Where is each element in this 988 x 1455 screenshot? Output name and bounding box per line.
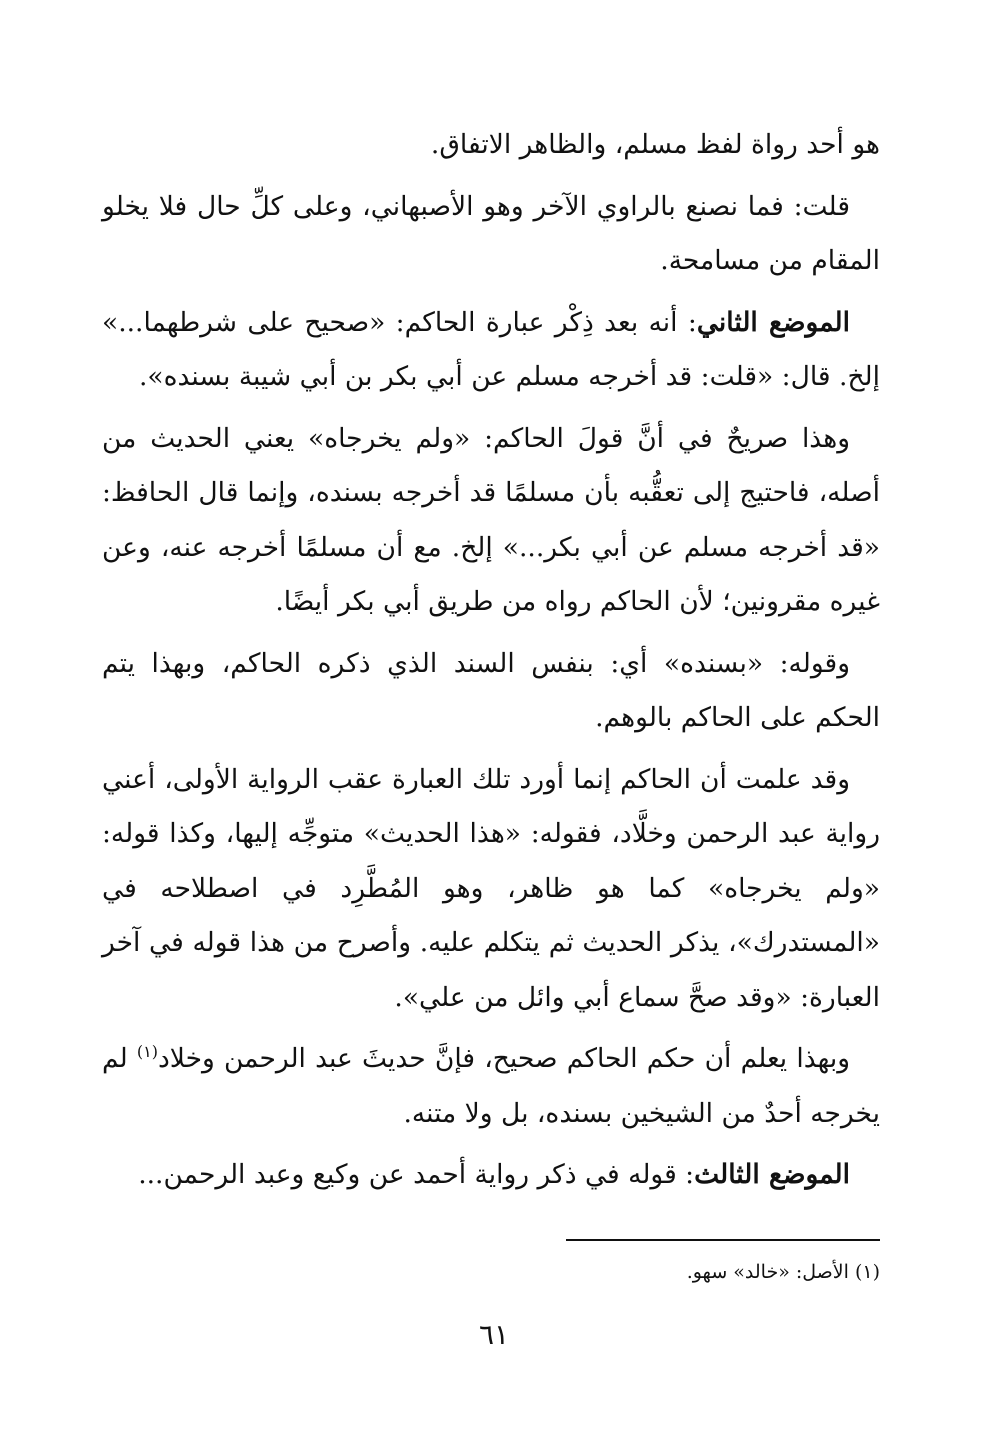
footnote: (١) الأصل: «خالد» سهو.: [686, 1261, 880, 1283]
paragraph-8: [102, 1148, 880, 1203]
paragraph-3: [102, 296, 880, 405]
paragraph-1: [102, 118, 880, 173]
paragraph-2: [102, 180, 880, 289]
paragraph-7: [102, 1032, 880, 1141]
paragraph-7-text-before: وبهذا يعلم أن حكم الحاكم صحيح، فإنَّ حديثَ عبد الرحمن وخلاد: [158, 1043, 850, 1074]
footnote-divider: [566, 1239, 880, 1241]
paragraph-5-text: وقوله: «بسنده» أي: بنفس السند الذي ذكره الحاكم، وبهذا يتم الحكم على الحاكم بالوهم.: [102, 647, 880, 733]
section-heading-second: الموضع الثاني: [696, 306, 850, 338]
paragraph-8-text: : قوله في ذكر رواية أحمد عن وكيع وعبد الرحمن...: [138, 1159, 695, 1190]
paragraph-5: [102, 637, 880, 746]
footnote-reference: (١): [136, 1042, 158, 1062]
paragraph-4: [102, 412, 880, 630]
paragraph-6: [102, 753, 880, 1026]
paragraph-3-text: : أنه بعد ذِكْر عبارة الحاكم: «صحيح على شرطهما...» إلخ. قال: «قلت: قد أخرجه مسلم عن أبي بكر بن أبي شيبة بسنده».: [102, 306, 880, 392]
page-number: ٦١: [478, 1318, 510, 1351]
paragraph-7-text-after: لم يخرجه أحدٌ من الشيخين بسنده، بل ولا متنه.: [102, 1043, 880, 1129]
section-heading-third: الموضع الثالث: [694, 1159, 850, 1190]
main-text: [102, 118, 880, 1210]
paragraph-6-text: وقد علمت أن الحاكم إنما أورد تلك العبارة عقب الرواية الأولى، أعني رواية عبد الرحمن وخلَّاد، فقوله: «هذا الحديث» متوجِّه إليها، وكذا قوله: «ولم يخرجاه» كما هو ظاهر، وهو المُطَّرِد في اصطلاحه في «المستدرك»، يذكر الحديث ثم يتكلم عليه. وأصرح من هذا قوله في آخر العبارة: «وقد صحَّ سماع أبي وائل من علي».: [102, 763, 880, 1013]
paragraph-4-text: وهذا صريحٌ في أنَّ قولَ الحاكم: «ولم يخرجاه» يعني الحديث من أصله، فاحتيج إلى تعقُّبه بأن مسلمًا قد أخرجه بسنده، وإنما قال الحافظ: «قد أخرجه مسلم عن أبي بكر...» إلخ. مع أن مسلمًا أخرجه عنه، وعن غيره مقرونين؛ لأن الحاكم رواه من طريق أبي بكر أيضًا.: [102, 422, 880, 617]
paragraph-2-text: قلت: فما نصنع بالراوي الآخر وهو الأصبهاني، وعلى كلِّ حال فلا يخلو المقام من مسامحة.: [102, 190, 880, 276]
paragraph-1-text: هو أحد رواة لفظ مسلم، والظاهر الاتفاق.: [430, 129, 880, 160]
